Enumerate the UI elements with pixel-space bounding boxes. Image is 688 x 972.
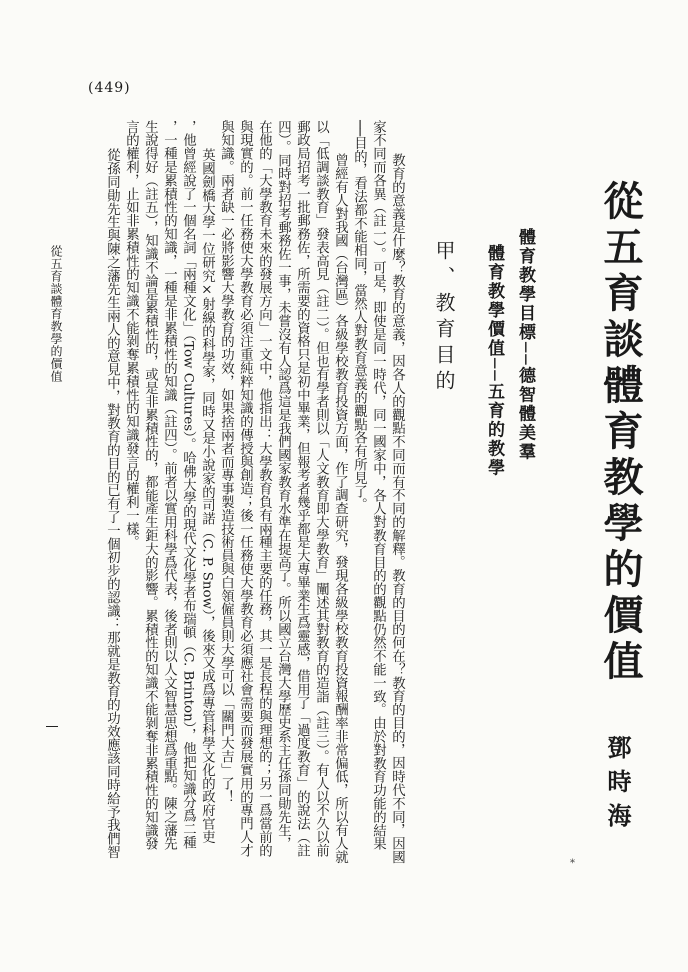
body-column: ，一種是累積性的知識，一種是非累積性的知識（註四）。前者以實用科學爲代表，後者則以人文智慧思想爲重點。陳之藩先 (161, 120, 177, 851)
body-column: 在他的「大學教育未來的發展方向」一文中，他指出：大學教育負有兩種主要的任務，其一是長程的與理想的；另一爲當前的 (256, 120, 272, 857)
body-column: 曾經有人對我國（台灣區）各級學校教育投資方面，作了調查研究，發現各級學校教育投資報酬率非常偏低，所以有人就 (332, 140, 348, 864)
body-column: 英國劍橋大學一位研究×射線的科學家，同時又是小說家的司諾（C. P. Snow），後來又成爲專管科學文化的政府官吏 (199, 135, 215, 844)
body-column: 與知識。兩者缺一必將影響大學教育的功效，如果捨兩者而專事製造技術員與白領僱員則大學可以「關門大吉」了！ (218, 120, 234, 804)
print-speck: * (570, 858, 575, 869)
body-column: 郵政局招考一批郵務佐，所需要的資格只是初中畢業，但報考者幾乎都是大專畢業生爲靈感，借用了「過度教育」的說法（註 (294, 120, 310, 857)
body-column: 言的權利，止如非累積性的知識不能剝奪累積性的知識發言的權利一樣。 (123, 120, 139, 549)
body-text (100, 0, 410, 972)
subtitle-line: 體育教學目標──德智體美羣 (515, 228, 535, 462)
body-column: 家不同而各異（註一）。可是，即使是同一時代，同一國家中，各人對教育目的的觀點仍然不能一致。由於對教育功能的結果 (370, 120, 386, 851)
body-column: 教育的意義是什麼？教育的意義，因各人的觀點不同而有不同的解釋。教育的目的何在？教育的目的，因時代不同，因國 (389, 140, 405, 864)
page-number: (449) (88, 80, 131, 96)
body-column: 四）。同時對招考郵務佐一事，未嘗沒有人認爲這是我們國家教育水準在提高了。所以國立台灣大學歷史系主任孫同勛先生， (275, 120, 291, 851)
section-heading: 甲、教育目的 (432, 240, 456, 396)
body-column: 生說得好（註五），知識不論是累積性的，或是非累積性的，都能產生鉅大的影響。累積性的知識不能剝奪非累積性的知識發 (142, 120, 158, 851)
body-column: ──目的，看法都不能相同，當然人對教育意義的觀點各有所見了。 (351, 120, 367, 512)
body-column: 與現實的。前一任務使大學教育必須注重純粹知識的傳授與創造；後一任務使大學教育必須應社會需要而發展實用的專門人才 (237, 120, 253, 857)
running-head: 從五育談體育教學的價值 (49, 245, 63, 383)
body-column: 從孫同勛先生與陳之藩先生兩人的意見中，對教育的目的已有了一個初步的認識：那就是教育的功效應該同時給予我們智 (104, 135, 120, 859)
subtitle-line: 體育教學價值──五育的教學 (484, 244, 504, 478)
body-column: ，他曾經說了一個名詞「兩種文化」（Tow Cultures）。哈佛大學的現代文化學者布瑞頓（C. Brinton），他把知識分爲二種 (180, 120, 196, 850)
margin-dash (46, 726, 58, 727)
author-name: 鄧時海 (603, 735, 632, 837)
body-column: 以「低調談教育」發表高見（註二）。但也有學者則以「人文教育即大學教育」闡述其對教育的造詣（註三）。有人以不久以前 (313, 120, 329, 857)
article-title: 從五育談體育教學的價值 (597, 180, 644, 686)
